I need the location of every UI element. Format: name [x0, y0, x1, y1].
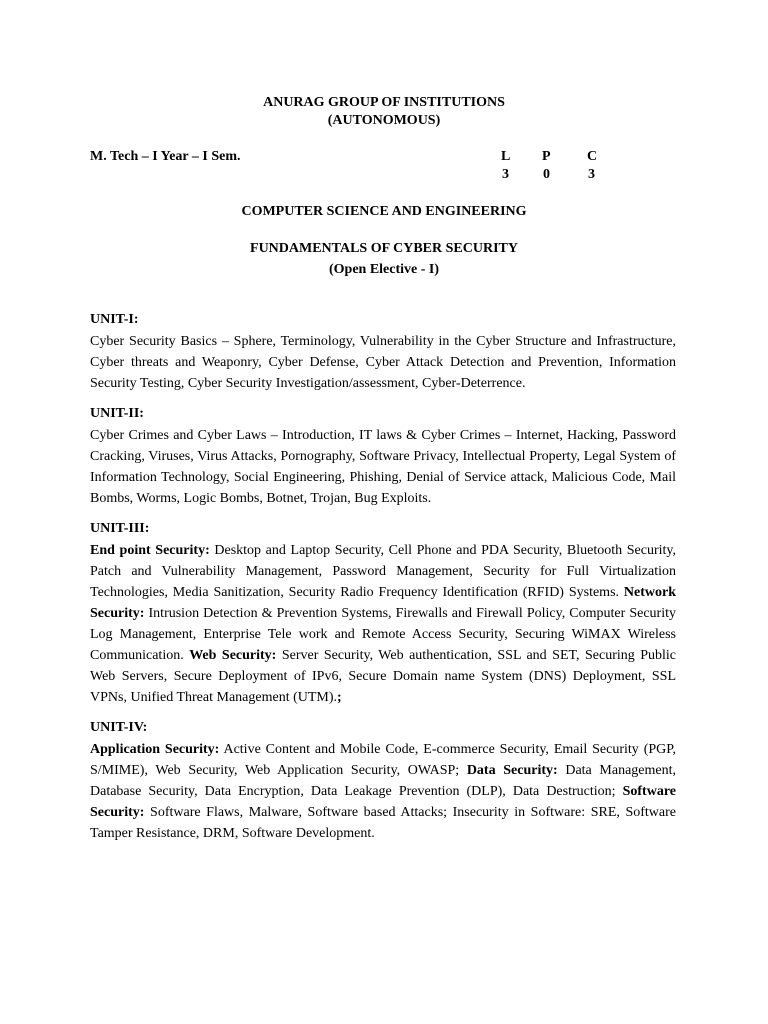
unit-title: UNIT-III:	[90, 521, 150, 536]
unit-text: Cyber Security Basics – Sphere, Terminology, Vulnerability in the Cyber Structure and Infrastructure, Cyber threats and Weaponry, Cyber Defense, Cyber Attack Detection and Prevention, Information Security Testing, Cyber Security Investigation/assessment, Cyber-Deterrence.	[90, 334, 676, 391]
topic-heading: Data Security:	[466, 763, 558, 778]
unit-body	[90, 331, 676, 394]
unit-body	[90, 540, 676, 708]
unit-text-end: ;	[337, 690, 342, 705]
unit-text: Active Content and Mobile Code, E-commerce Security, Email Security (PGP, S/MIME), Web Security, Web Application Security, OWASP;	[90, 742, 676, 778]
ltpc-p-label: P	[542, 149, 551, 164]
unit-text: Server Security, Web authentication, SSL and SET, Securing Public Web Servers, Secure Deployment of IPv6, Secure Domain name System (DNS) Deployment, SSL VPNs, Unified Threat Management (UTM).	[90, 648, 677, 705]
unit-text: Intrusion Detection & Prevention Systems, Firewalls and Firewall Policy, Computer Security Log Management, Enterprise Tele work and Remote Access Security, Securing WiMAX Wireless Communication.	[90, 606, 676, 663]
ltpc-l-label: L	[501, 149, 511, 164]
ltpc-c-value: 3	[588, 167, 595, 182]
unit-title: UNIT-II:	[90, 406, 144, 421]
unit-section	[90, 311, 676, 394]
department-title: COMPUTER SCIENCE AND ENGINEERING	[241, 204, 527, 219]
unit-text: Data Management, Database Security, Data Encryption, Data Leakage Prevention (DLP), Data Destruction;	[90, 763, 676, 799]
unit-body	[90, 425, 676, 509]
unit-text: Software Flaws, Malware, Software based Attacks; Insecurity in Software: SRE, Software Tamper Resistance, DRM, Software Development.	[90, 805, 676, 841]
unit-section	[90, 520, 676, 708]
ltpc-l-value: 3	[502, 167, 509, 182]
course-title: FUNDAMENTALS OF CYBER SECURITY	[250, 241, 518, 256]
ltpc-c-label: C	[587, 149, 598, 164]
ltpc-p-value: 0	[543, 167, 550, 182]
unit-title: UNIT-IV:	[90, 720, 148, 735]
topic-heading: End point Security:	[90, 543, 210, 558]
unit-body	[90, 739, 676, 844]
syllabus-units	[90, 311, 676, 855]
autonomous-label: (AUTONOMOUS)	[327, 113, 441, 128]
topic-heading: Network Security:	[90, 585, 676, 621]
topic-heading: Software Security:	[90, 784, 676, 820]
unit-text: Desktop and Laptop Security, Cell Phone and PDA Security, Bluetooth Security, Patch and Vulnerability Management, Password Management, Security for Full Virtualization Technologies, Media Sanitization, Security Radio Frequency Identification (RFID) Systems.	[90, 543, 676, 600]
topic-heading: Web Security:	[189, 648, 277, 663]
unit-text: Cyber Crimes and Cyber Laws – Introduction, IT laws & Cyber Crimes – Internet, Hacking, Password Cracking, Viruses, Virus Attacks, Pornography, Software Privacy, Intellectual Property, Legal System of Information Technology, Social Engineering, Phishing, Denial of Service attack, Malicious Code, Mail Bombs, Worms, Logic Bombs, Botnet, Trojan, Bug Exploits.	[90, 428, 676, 506]
unit-section	[90, 405, 676, 509]
topic-heading: Application Security:	[90, 742, 220, 757]
program-label: M. Tech – I Year – I Sem.	[90, 149, 241, 164]
unit-section	[90, 719, 676, 844]
unit-title: UNIT-I:	[90, 312, 139, 327]
institution-name: ANURAG GROUP OF INSTITUTIONS	[263, 95, 505, 110]
course-type: (Open Elective - I)	[328, 262, 440, 277]
